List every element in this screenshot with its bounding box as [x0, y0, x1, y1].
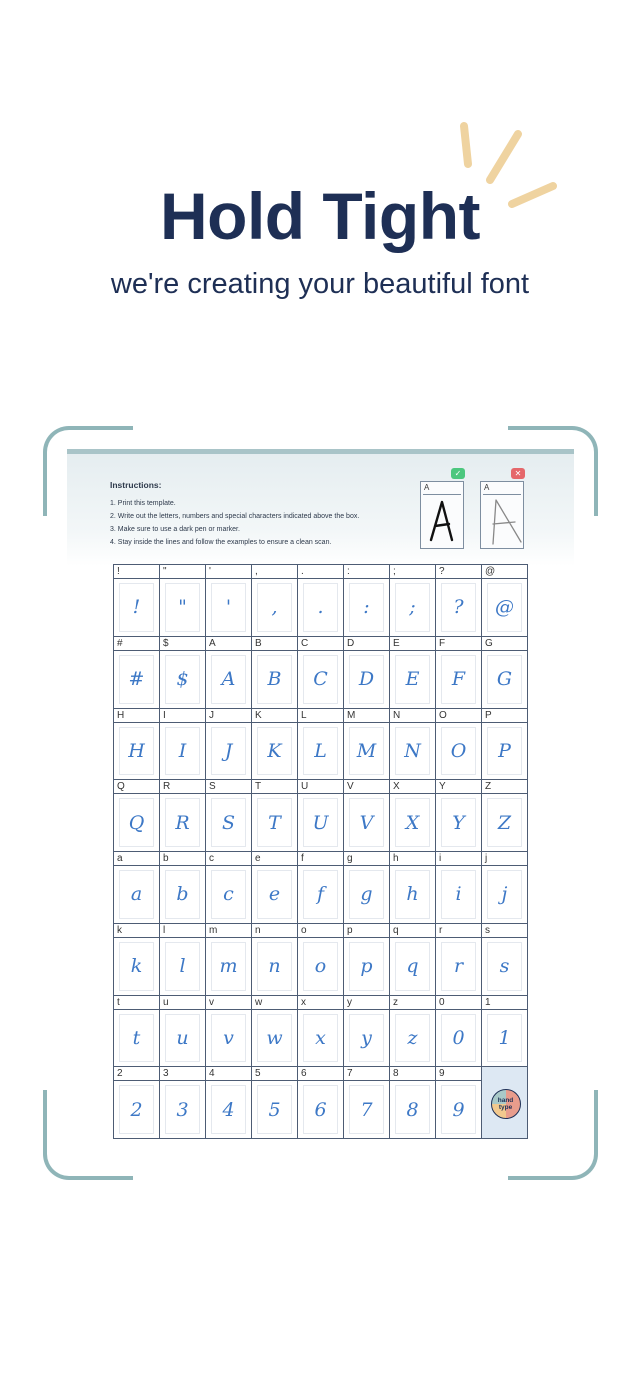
- character-cell-label: o: [298, 924, 343, 938]
- character-cell-label: 3: [160, 1067, 205, 1081]
- handwritten-glyph: y: [361, 1026, 372, 1049]
- handwritten-glyph: @: [495, 596, 514, 619]
- character-cell-label: ?: [436, 565, 481, 579]
- handwritten-glyph: 8: [406, 1098, 419, 1121]
- handwritten-glyph: G: [496, 668, 513, 691]
- handwritten-glyph: t: [132, 1026, 141, 1049]
- character-cell: [298, 852, 344, 924]
- character-cell-label: g: [344, 852, 389, 866]
- character-cell: [298, 924, 344, 996]
- character-cell: [252, 1067, 298, 1139]
- handwritten-glyph: P: [498, 739, 511, 762]
- character-cell: [482, 924, 528, 996]
- character-cell-label: 8: [390, 1067, 435, 1081]
- character-cell-label: 6: [298, 1067, 343, 1081]
- handwritten-glyph: B: [267, 668, 282, 691]
- character-cell-label: S: [206, 780, 251, 794]
- handwritten-a-bad-icon: [487, 498, 523, 548]
- handwritten-glyph: N: [404, 739, 421, 762]
- handwritten-glyph: S: [221, 811, 236, 834]
- handwritten-glyph: ": [178, 596, 187, 619]
- character-cell: [160, 996, 206, 1068]
- character-cell: [344, 709, 390, 781]
- character-cell-label: 1: [482, 996, 527, 1010]
- character-cell-label: T: [252, 780, 297, 794]
- character-cell: [344, 996, 390, 1068]
- handwritten-glyph: !: [132, 596, 141, 619]
- handwritten-glyph: s: [499, 955, 510, 978]
- character-cell: [344, 924, 390, 996]
- check-badge-icon: ✓: [451, 468, 465, 479]
- handwritten-glyph: z: [407, 1026, 418, 1049]
- character-cell: [252, 637, 298, 709]
- handwritten-glyph: 9: [452, 1098, 465, 1121]
- handwritten-glyph: O: [450, 739, 467, 762]
- character-cell-label: i: [436, 852, 481, 866]
- character-cell: [160, 852, 206, 924]
- character-cell: [482, 709, 528, 781]
- handwritten-glyph: ': [225, 596, 232, 619]
- handwritten-glyph: 5: [268, 1098, 281, 1121]
- handwritten-glyph: F: [451, 668, 466, 691]
- character-cell: [206, 565, 252, 637]
- character-cell-label: A: [206, 637, 251, 651]
- handwritten-glyph: 6: [314, 1098, 327, 1121]
- character-cell-label: m: [206, 924, 251, 938]
- character-cell-label: I: [160, 709, 205, 723]
- handwritten-glyph: 3: [176, 1098, 189, 1121]
- character-cell-label: w: [252, 996, 297, 1010]
- character-cell: [206, 996, 252, 1068]
- character-cell-label: q: [390, 924, 435, 938]
- character-cell: [436, 924, 482, 996]
- character-cell-label: #: [114, 637, 159, 651]
- handwritten-glyph: Z: [497, 811, 512, 834]
- handwritten-glyph: k: [130, 955, 143, 978]
- character-cell: [390, 709, 436, 781]
- handwritten-glyph: U: [312, 811, 329, 834]
- handwritten-glyph: ;: [409, 596, 416, 619]
- handwritten-glyph: M: [356, 739, 377, 762]
- handwritten-glyph: J: [224, 739, 233, 762]
- character-cell: [114, 709, 160, 781]
- character-cell-label: k: [114, 924, 159, 938]
- handwritten-glyph: A: [221, 668, 236, 691]
- character-cell: [114, 996, 160, 1068]
- character-cell-label: U: [298, 780, 343, 794]
- character-cell: [390, 637, 436, 709]
- handwritten-glyph: g: [360, 883, 373, 906]
- character-cell-label: D: [344, 637, 389, 651]
- instruction-line: 2. Write out the letters, numbers and special characters indicated above the box.: [110, 513, 360, 520]
- character-cell-label: s: [482, 924, 527, 938]
- character-cell: [390, 565, 436, 637]
- character-cell: [114, 780, 160, 852]
- character-cell: [206, 1067, 252, 1139]
- logo-text-line1: hand: [497, 1096, 514, 1104]
- character-cell: [436, 709, 482, 781]
- character-cell-label: :: [344, 565, 389, 579]
- character-cell: [482, 637, 528, 709]
- character-cell: [344, 565, 390, 637]
- handwritten-glyph: f: [316, 883, 325, 906]
- handwritten-glyph: L: [314, 739, 327, 762]
- character-cell-label: H: [114, 709, 159, 723]
- character-cell-label: u: [160, 996, 205, 1010]
- character-cell: [298, 1067, 344, 1139]
- handwritten-glyph: T: [268, 811, 281, 834]
- handwritten-glyph: 0: [452, 1026, 465, 1049]
- character-cell: [160, 924, 206, 996]
- character-cell: [390, 924, 436, 996]
- handwritten-glyph: h: [406, 883, 419, 906]
- character-cell-label: p: [344, 924, 389, 938]
- handwritten-glyph: ?: [453, 596, 464, 619]
- instruction-line: 4. Stay inside the lines and follow the examples to ensure a clean scan.: [110, 539, 332, 546]
- handwritten-glyph: 4: [222, 1098, 235, 1121]
- character-cell-label: F: [436, 637, 481, 651]
- character-cell-label: K: [252, 709, 297, 723]
- character-cell-label: n: [252, 924, 297, 938]
- handwritten-glyph: e: [268, 883, 281, 906]
- handwritten-glyph: q: [406, 955, 419, 978]
- character-cell-label: 9: [436, 1067, 481, 1081]
- character-cell-label: O: [436, 709, 481, 723]
- character-cell: [344, 780, 390, 852]
- handwritten-glyph: I: [178, 739, 187, 762]
- character-cell: [160, 780, 206, 852]
- character-cell: [344, 637, 390, 709]
- character-cell: [482, 565, 528, 637]
- character-cell: [436, 780, 482, 852]
- handwritten-glyph: p: [360, 955, 373, 978]
- character-cell: [390, 852, 436, 924]
- handwritten-glyph: x: [315, 1026, 326, 1049]
- character-cell-label: R: [160, 780, 205, 794]
- logo-cell: [482, 1067, 528, 1139]
- character-cell-label: j: [482, 852, 527, 866]
- handwritten-glyph: H: [128, 739, 145, 762]
- character-cell-label: r: [436, 924, 481, 938]
- character-cell: [298, 780, 344, 852]
- character-cell-label: ,: [252, 565, 297, 579]
- handwritten-glyph: j: [501, 883, 508, 906]
- cross-badge-icon: ✕: [511, 468, 525, 479]
- character-cell-label: V: [344, 780, 389, 794]
- character-cell-label: a: [114, 852, 159, 866]
- instructions-heading: Instructions:: [110, 480, 162, 490]
- handwritten-glyph: D: [358, 668, 375, 691]
- character-cell: [482, 996, 528, 1068]
- character-cell-label: L: [298, 709, 343, 723]
- example-good-label: A: [424, 483, 430, 492]
- character-cell-label: 4: [206, 1067, 251, 1081]
- character-cell-label: 5: [252, 1067, 297, 1081]
- character-cell-label: P: [482, 709, 527, 723]
- instructions: [110, 480, 410, 549]
- handwritten-glyph: l: [179, 955, 186, 978]
- character-grid: [113, 564, 528, 1139]
- character-cell: [298, 565, 344, 637]
- handwritten-glyph: n: [268, 955, 281, 978]
- example-bad-label: A: [484, 483, 490, 492]
- character-cell-label: l: [160, 924, 205, 938]
- character-cell-label: e: [252, 852, 297, 866]
- example-bad: [480, 469, 524, 549]
- handwritten-glyph: :: [363, 596, 370, 619]
- character-cell: [114, 924, 160, 996]
- character-cell: [206, 924, 252, 996]
- page-title: Hold Tight: [159, 179, 481, 253]
- character-cell-label: !: [114, 565, 159, 579]
- handwritten-glyph: b: [176, 883, 189, 906]
- character-cell-label: C: [298, 637, 343, 651]
- handwritten-glyph: #: [128, 668, 145, 691]
- handwritten-glyph: C: [313, 668, 328, 691]
- character-cell-label: ;: [390, 565, 435, 579]
- character-cell-label: Y: [436, 780, 481, 794]
- character-cell-label: J: [206, 709, 251, 723]
- character-cell-label: ': [206, 565, 251, 579]
- character-cell-label: ": [160, 565, 205, 579]
- character-cell-label: @: [482, 565, 527, 579]
- character-cell: [114, 1067, 160, 1139]
- character-cell-label: y: [344, 996, 389, 1010]
- character-cell: [344, 1067, 390, 1139]
- character-cell: [206, 780, 252, 852]
- character-cell-label: c: [206, 852, 251, 866]
- handwritten-glyph: u: [176, 1026, 189, 1049]
- character-cell-label: M: [344, 709, 389, 723]
- character-cell-label: .: [298, 565, 343, 579]
- character-cell-label: h: [390, 852, 435, 866]
- character-cell: [436, 996, 482, 1068]
- handwritten-glyph: 1: [498, 1026, 511, 1049]
- character-cell: [298, 709, 344, 781]
- handwritten-a-good-icon: [427, 498, 457, 544]
- character-cell: [252, 565, 298, 637]
- character-cell: [298, 637, 344, 709]
- character-cell-label: N: [390, 709, 435, 723]
- handwritten-glyph: $: [176, 668, 189, 691]
- character-cell: [482, 852, 528, 924]
- page-subtitle: we're creating your beautiful font: [110, 268, 530, 300]
- handwritten-glyph: r: [453, 955, 464, 978]
- character-cell-label: B: [252, 637, 297, 651]
- handwritten-glyph: 2: [130, 1098, 143, 1121]
- handwritten-glyph: X: [405, 811, 420, 834]
- character-cell-label: E: [390, 637, 435, 651]
- character-cell: [390, 780, 436, 852]
- character-cell: [252, 780, 298, 852]
- character-cell-label: 0: [436, 996, 481, 1010]
- handwritten-glyph: 7: [360, 1098, 373, 1121]
- handwritten-glyph: c: [223, 883, 234, 906]
- handwritten-glyph: R: [175, 811, 190, 834]
- handwritten-glyph: V: [359, 811, 374, 834]
- handwritten-glyph: Y: [452, 811, 465, 834]
- character-cell: [436, 1067, 482, 1139]
- example-good: [420, 469, 464, 549]
- handwritten-glyph: i: [455, 883, 462, 906]
- character-cell-label: 7: [344, 1067, 389, 1081]
- character-cell: [206, 637, 252, 709]
- character-cell: [344, 852, 390, 924]
- character-cell-label: G: [482, 637, 527, 651]
- character-cell-label: X: [390, 780, 435, 794]
- character-cell: [436, 637, 482, 709]
- instruction-line: 3. Make sure to use a dark pen or marker.: [110, 526, 240, 533]
- character-cell-label: Z: [482, 780, 527, 794]
- handwritten-glyph: Q: [128, 811, 145, 834]
- handwritten-glyph: ,: [271, 596, 278, 619]
- character-cell: [298, 996, 344, 1068]
- character-cell: [160, 565, 206, 637]
- handtype-logo-icon: [491, 1089, 521, 1119]
- character-cell: [114, 852, 160, 924]
- handwritten-glyph: a: [130, 883, 143, 906]
- character-cell: [252, 852, 298, 924]
- character-cell: [390, 996, 436, 1068]
- handwritten-glyph: K: [267, 739, 282, 762]
- character-cell-label: Q: [114, 780, 159, 794]
- character-cell: [160, 637, 206, 709]
- character-cell-label: z: [390, 996, 435, 1010]
- template-sheet-header: [67, 449, 574, 566]
- handwritten-glyph: E: [405, 668, 420, 691]
- character-cell: [436, 565, 482, 637]
- handwritten-glyph: v: [223, 1026, 234, 1049]
- character-cell-label: 2: [114, 1067, 159, 1081]
- character-cell: [160, 709, 206, 781]
- character-cell-label: $: [160, 637, 205, 651]
- character-cell: [206, 709, 252, 781]
- handwritten-glyph: o: [314, 955, 327, 978]
- character-cell: [252, 709, 298, 781]
- character-cell-label: t: [114, 996, 159, 1010]
- character-cell-label: v: [206, 996, 251, 1010]
- character-cell-label: f: [298, 852, 343, 866]
- logo-text-line2: type: [498, 1103, 513, 1111]
- character-cell: [390, 1067, 436, 1139]
- character-cell: [160, 1067, 206, 1139]
- character-cell: [114, 637, 160, 709]
- character-cell: [252, 996, 298, 1068]
- character-cell: [252, 924, 298, 996]
- character-cell: [114, 565, 160, 637]
- instruction-line: 1. Print this template.: [110, 500, 176, 507]
- handwritten-glyph: .: [317, 596, 324, 619]
- character-cell: [206, 852, 252, 924]
- character-cell-label: b: [160, 852, 205, 866]
- character-cell: [436, 852, 482, 924]
- character-cell: [482, 780, 528, 852]
- character-cell-label: x: [298, 996, 343, 1010]
- handwritten-glyph: m: [219, 955, 238, 978]
- handwritten-glyph: w: [266, 1026, 283, 1049]
